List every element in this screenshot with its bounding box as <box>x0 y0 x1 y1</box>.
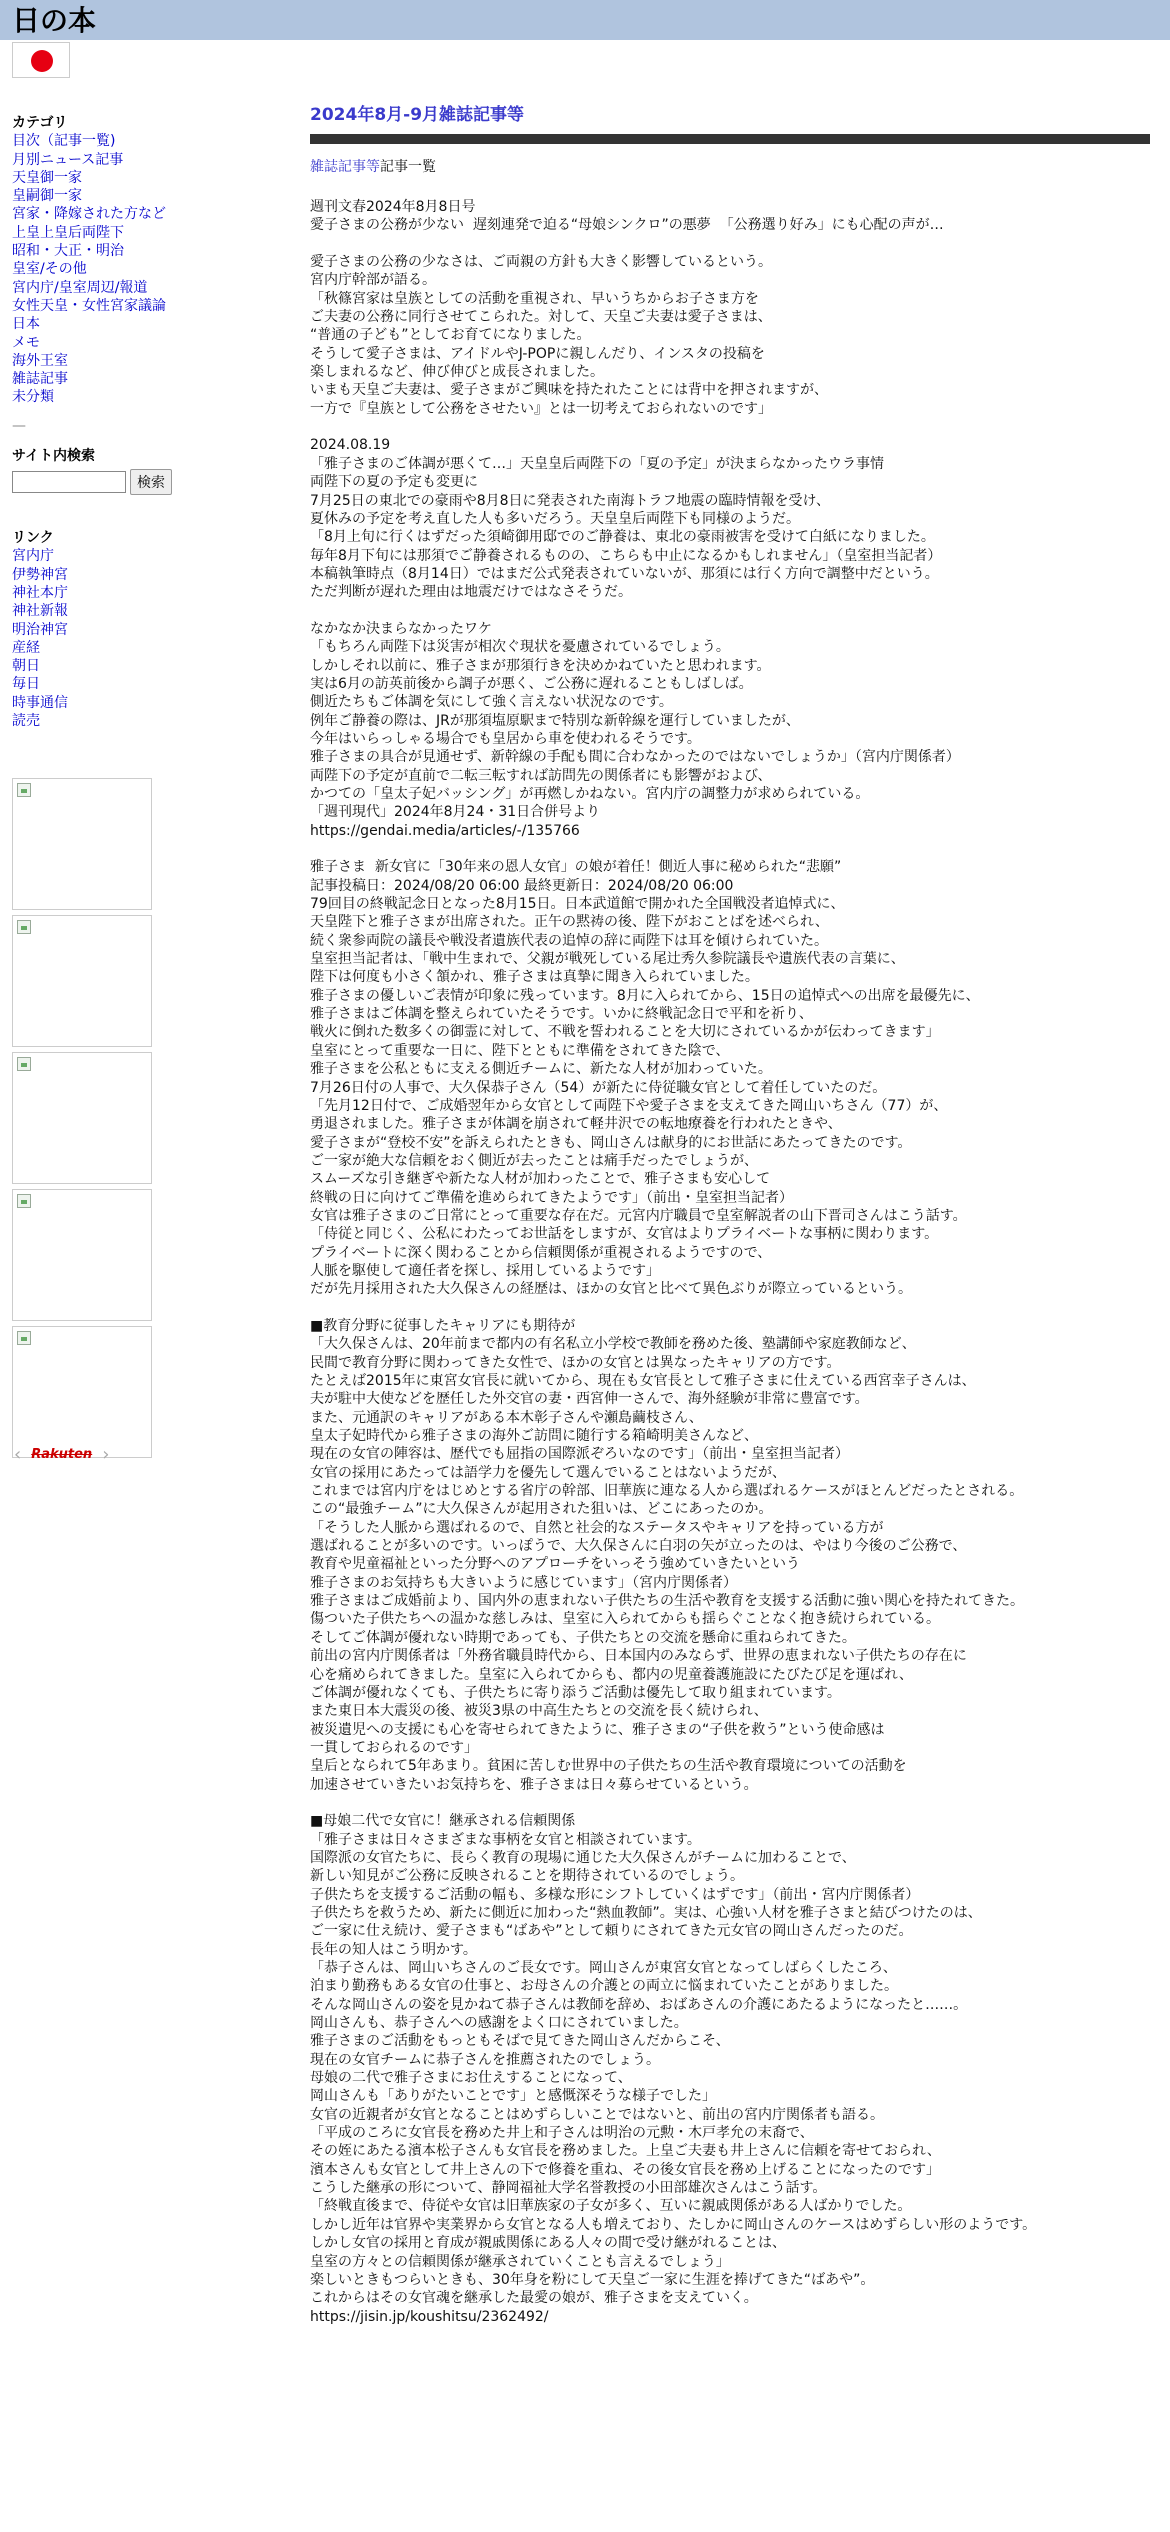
article-line: 「8月上旬に行くはずだった須崎御用邸でのご静養は、東北の豪雨被害を受けて白紙になりました。 <box>310 529 935 546</box>
article-line: かつての「皇太子妃バッシング」が再燃しかねない。宮内庁の調整力が求められている。 <box>310 786 870 802</box>
article-line: 側近たちもご体調を気にして強く言えない状況なのです。 <box>310 694 673 711</box>
article-line: 例年ご静養の際は、JRが那須塩原駅まで特別な新幹線を運行していましたが、 <box>310 712 800 729</box>
category-list <box>12 132 202 406</box>
article-line: いまも天皇ご夫妻は、愛子さまがご興味を持たれたことには背中を押されますが、 <box>310 382 828 399</box>
article-line: 選ばれることが多いのです。いっぽうで、大久保さんに白羽の矢が立ったのは、やはり今後のご公務で、 <box>310 1538 967 1555</box>
article-line: 夫が駐中大使などを歴任した外交官の妻・西宮伸一さんで、海外経験が非常に豊富です。 <box>310 1391 869 1408</box>
blank-line <box>310 840 1150 858</box>
article-line: 本稿執筆時点（8月14日）ではまだ公式発表されていないが、那須には行く方向で調整中だという。 <box>310 565 939 582</box>
article-line: 泊まり勤務もある女官の仕事と、お母さんの介護との両立に悩まれていたことがありました。 <box>310 1978 898 1995</box>
article-line: 戦火に倒れた数多くの御霊に対して、不戦を誓われることを大切にされているかが伝わってきます」 <box>310 1024 940 1041</box>
category-link-item[interactable]: 天皇御一家 <box>12 169 82 186</box>
article-line: 「雅子さまは日々さまざまな事柄を女官と相談されています。 <box>310 1831 701 1848</box>
category-link-item[interactable]: 雑誌記事 <box>12 371 68 388</box>
article-line: 雅子さまはご成婚前より、国内外の恵まれない子供たちの生活や教育を支援する活動に強い関心を持たれてきた。 <box>310 1593 1024 1610</box>
main-content <box>310 104 1150 2326</box>
japan-flag-icon <box>12 42 70 78</box>
broken-image-icon <box>17 920 31 934</box>
article-line: 夏休みの予定を考え直した人も多いだろう。天皇皇后両陛下も同様のようだ。 <box>310 510 800 527</box>
article-body <box>310 198 1150 2326</box>
category-link-item[interactable]: 皇嗣御一家 <box>12 188 82 205</box>
article-line: 子供たちを救うため、新たに側近に加わった“熱血教師”。実は、心強い人材を雅子さまと結びつけたのは、 <box>310 1904 982 1921</box>
article-line: 雅子さまを公私ともに支える側近チームに、新たな人材が加わっていた。 <box>310 1061 772 1078</box>
article-line: ただ判断が遅れた理由は地震だけではなさそうだ。 <box>310 584 632 601</box>
article-line: 今年はいらっしゃる場合でも皇居から車を使われるそうです。 <box>310 730 701 747</box>
category-link[interactable]: 雑誌記事等 <box>310 159 380 175</box>
article-line: なかなか決まらなかったワケ <box>310 620 492 637</box>
article-line: そんな岡山さんの姿を見かねて恭子さんは教師を辞め、おばあさんの介護にあたるようになったと……。 <box>310 1996 968 2013</box>
article-line: 人脈を駆使して適任者を探し、採用しているようです」 <box>310 1262 660 1279</box>
category-link-item[interactable]: 宮家・降嫁された方など <box>12 206 166 223</box>
article-line: 皇室担当記者は、「戦中生まれで、父親が戦死している尾辻秀久参院議長や遺族代表の言葉に、 <box>310 951 905 968</box>
broken-image-icon <box>17 1331 31 1345</box>
article-line: 「雅子さまのご体調が悪くて…」天皇皇后両陛下の「夏の予定」が決まらなかったウラ事情 <box>310 455 884 472</box>
external-link-item[interactable]: 神社本庁 <box>12 584 68 601</box>
category-link-item[interactable]: 日本 <box>12 316 40 333</box>
article-line: 皇太子妃時代から雅子さまの海外ご訪問に随行する箱崎明美さんなど、 <box>310 1428 758 1445</box>
title-divider <box>310 134 1150 144</box>
ad-carousel-nav <box>14 1443 174 1465</box>
article-line: 両陛下の夏の予定も変更に <box>310 474 478 491</box>
article-line: ■教育分野に従事したキャリアにも期待が <box>310 1317 576 1334</box>
external-link-item[interactable]: 朝日 <box>12 658 40 675</box>
article-line: 母娘の二代で雅子さまにお仕えすることになって、 <box>310 2070 632 2087</box>
sidebar-separator: — <box>12 417 26 434</box>
category-heading: カテゴリ <box>12 115 68 131</box>
article-line: https://jisin.jp/koushitsu/2362492/ <box>310 2308 549 2325</box>
article-line: 女官は雅子さまのご日常にとって重要な存在だ。元宮内庁職員で皇室解説者の山下晋司さんはこう話す。 <box>310 1207 967 1224</box>
category-link-item[interactable]: 目次（記事一覧) <box>12 133 116 150</box>
article-line: その姪にあたる濱本松子さんも女官長を務めました。上皇ご夫妻も井上さんに信頼を寄せておられ、 <box>310 2143 941 2160</box>
article-line: 週刊文春2024年8月8日号 <box>310 199 476 215</box>
external-link-item[interactable]: 神社新報 <box>12 603 68 620</box>
category-link-item[interactable]: メモ <box>12 334 40 351</box>
article-line: 宮内庁幹部が語る。 <box>310 272 436 289</box>
article-line: 記事投稿日：2024/08/20 06:00 最終更新日：2024/08/20 06:00 <box>310 877 734 894</box>
article-line: 濱本さんも女官として井上さんの下で修養を重ね、その後女官長を務め上げることになったのです」 <box>310 2161 940 2178</box>
external-link-item[interactable]: 産経 <box>12 639 40 656</box>
article-line: 一貫しておられるのです」 <box>310 1739 478 1756</box>
article-line: 女官の採用にあたっては語学力を優先して選んでいることはないようだが、 <box>310 1464 786 1481</box>
external-link-item[interactable]: 毎日 <box>12 676 40 693</box>
article-line: 79回目の終戦記念日となった8月15日。日本武道館で開かれた全国戦没者追悼式に、 <box>310 896 845 913</box>
article-line: たとえば2015年に東宮女官長に就いてから、現在も女官長として雅子さまに仕えている西宮幸子さんは、 <box>310 1373 976 1389</box>
article-line: ■母娘二代で女官に！継承される信頼関係 <box>310 1813 576 1830</box>
article-line: 「もちろん両陛下は災害が相次ぐ現状を憂慮されているでしょう。 <box>310 639 730 656</box>
article-line: 教育や児童福祉といった分野へのアプローチをいっそう強めていきたいという <box>310 1556 800 1573</box>
site-title[interactable]: 日の本 <box>12 4 97 37</box>
article-line: 雅子さまのご活動をもっともそばで見てきた岡山さんだからこそ、 <box>310 2033 730 2050</box>
article-line: ご一家に仕え続け、愛子さまも“ばあや”として頼りにされてきた元女官の岡山さんだったのだ。 <box>310 1923 913 1940</box>
article-line: 「平成のころに女官長を務めた井上和子さんは明治の元勲・木戸孝允の末裔で、 <box>310 2125 814 2142</box>
article-line: 傷ついた子供たちへの温かな慈しみは、皇室に入られてからも揺らぐことなく抱き続けられている。 <box>310 1611 940 1628</box>
external-link-item[interactable]: 宮内庁 <box>12 548 54 565</box>
ad-thumbnail[interactable] <box>12 915 152 1047</box>
article-line: この“最強チーム”に大久保さんが起用された狙いは、どこにあったのか。 <box>310 1501 773 1518</box>
article-line: 現在の女官の陣容は、歴代でも屈指の国際派ぞろいなのです」（前出・皇室担当記者） <box>310 1446 849 1463</box>
article-line: 岡山さんも、恭子さんへの感謝をよく口にされていました。 <box>310 2015 688 2032</box>
blank-line <box>310 602 1150 620</box>
search-form <box>12 469 202 495</box>
article-line: これまでは宮内庁をはじめとする省庁の幹部、旧華族に連なる人から選ばれるケースがほとんどだったとされる。 <box>310 1483 1024 1500</box>
blank-line <box>310 235 1150 253</box>
blank-line <box>310 1299 1150 1317</box>
article-line: これからはその女官魂を継承した最愛の娘が、雅子さまを支えていく。 <box>310 2290 758 2307</box>
article-line: 被災遺児への支援にも心を寄せられてきたように、雅子さまの“子供を救う”という使命感は <box>310 1721 885 1738</box>
ad-thumbnail[interactable] <box>12 1052 152 1184</box>
article-line: 長年の知人はこう明かす。 <box>310 1941 477 1958</box>
article-line: 子供たちを支援するご活動の幅も、多様な形にシフトしていくはずです」（前出・宮内庁関係者） <box>310 1886 920 1903</box>
article-line: しかしそれ以前に、雅子さまが那須行きを決めかねていたと思われます。 <box>310 657 771 674</box>
article-line: 民間で教育分野に関わってきた女性で、ほかの女官とは異なったキャリアの方です。 <box>310 1354 841 1371</box>
article-line: 一方で『皇族として公務をさせたい』とは一切考えておられないのです」 <box>310 400 772 417</box>
post-title[interactable]: 2024年8月-9月雑誌記事等 <box>310 105 525 125</box>
article-line: 雅子さまのお気持ちも大きいように感じています」（宮内庁関係者） <box>310 1574 737 1591</box>
links-heading: リンク <box>12 530 54 547</box>
article-line: 愛子さまが“登校不安”を訴えられたときも、岡山さんは献身的にお世話にあたってきたのです。 <box>310 1134 912 1151</box>
article-line: 「侍従と同じく、公私にわたってお世話をしますが、女官はよりプライベートな事柄に関わります。 <box>310 1226 939 1243</box>
article-line: 皇室の方々との信頼関係が継承されていくことも言えるでしょう」 <box>310 2253 730 2270</box>
article-line: 「恭子さんは、岡山いちさんのご長女です。岡山さんが東宮女官となってしばらくしたころ、 <box>310 1960 897 1976</box>
article-line: 雅子さまの具合が見通せず、新幹線の手配も間に合わなかったのではないでしょうか」（宮内庁関係者） <box>310 749 960 766</box>
article-line: 天皇陛下と雅子さまが出席された。正午の黙祷の後、陛下がおことばを述べられ、 <box>310 914 829 931</box>
search-button[interactable]: 検索 <box>130 469 172 495</box>
article-line: 雅子さまの優しいご表情が印象に残っています。8月に入られてから、15日の追悼式への出席を最優先に、 <box>310 987 980 1004</box>
article-line: また、元通訳のキャリアがある本木彰子さんや瀬島繭枝さん、 <box>310 1409 703 1426</box>
article-line: 雅子さま 新女官に「30年来の恩人女官」の娘が着任！側近人事に秘められた“悲願” <box>310 859 842 876</box>
article-line: 「そうした人脈から選ばれるので、自然と社会的なステータスやキャリアを持っている方が <box>310 1519 884 1536</box>
article-line: ご体調が優れなくても、子供たちに寄り添うご活動は優先して取り組まれています。 <box>310 1684 841 1701</box>
article-line: https://gendai.media/articles/-/135766 <box>310 822 580 839</box>
article-line: スムーズな引き継ぎや新たな人材が加わったことで、雅子さまも安心して <box>310 1171 771 1188</box>
blank-line <box>310 1794 1150 1812</box>
article-line: こうした継承の形について、静岡福祉大学名誉教授の小田部雄次さんはこう話す。 <box>310 2180 827 2197</box>
article-line: また東日本大震災の後、被災3県の中高生たちとの交流を長く続けられ、 <box>310 1703 768 1720</box>
article-line: ご一家が絶大な信頼をおく側近が去ったことは痛手だったでしょうが、 <box>310 1152 758 1169</box>
article-line: プライベートに深く関わることから信頼関係が重視されるようですので、 <box>310 1244 772 1261</box>
article-line: 7月26日付の人事で、大久保恭子さん（54）が新たに侍従職女官として着任していたのだ。 <box>310 1079 887 1096</box>
chevron-left-icon[interactable]: ‹ <box>14 1443 22 1465</box>
article-line: そしてご体調が優れない時期であっても、子供たちとの交流を懸命に重ねられてきた。 <box>310 1629 856 1646</box>
article-line: 雅子さまはご体調を整えられていたそうです。いかに終戦記念日で平和を祈り、 <box>310 1006 813 1023</box>
article-line: しかし近年は官界や実業界から女官となる人も増えており、たしかに岡山さんのケースはめずらしい形のようです。 <box>310 2216 1037 2233</box>
article-line: 陛下は何度も小さく頷かれ、雅子さまは真摯に聞き入られていました。 <box>310 969 759 986</box>
link-list <box>12 547 202 730</box>
article-line: 愛子さまの公務の少なさは、ご両親の方針も大きく影響しているという。 <box>310 254 772 271</box>
article-line: “普通の子ども”としてお育てになりました。 <box>310 327 591 344</box>
article-line: 2024.08.19 <box>310 437 391 454</box>
search-input[interactable] <box>12 471 126 493</box>
category-link-item[interactable]: 未分類 <box>12 389 54 406</box>
category-link-item[interactable]: 宮内庁/皇室周辺/報道 <box>12 279 148 296</box>
ad-thumbnail[interactable] <box>12 1189 152 1321</box>
external-link-item[interactable]: 明治神宮 <box>12 621 68 638</box>
article-line: 続く衆参両院の議長や戦没者遺族代表の追悼の辞に両陛下は耳を傾けられていた。 <box>310 932 828 949</box>
article-line: 両陛下の予定が直前で二転三転すれば訪問先の関係者にも影響がおよび、 <box>310 767 772 784</box>
article-line: 女官の近親者が女官となることはめずらしいことではないと、前出の宮内庁関係者も語る。 <box>310 2106 884 2123</box>
category-link-item[interactable]: 女性天皇・女性宮家議論 <box>12 297 166 314</box>
article-line: 皇室にとって重要な一日に、陛下とともに準備をされてきた陰で、 <box>310 1042 730 1059</box>
article-line: 楽しまれるなど、伸び伸びと成長されました。 <box>310 364 604 381</box>
article-line: しかし女官の採用と育成が親戚関係にある人々の間で受け継がれることは、 <box>310 2235 786 2252</box>
category-link-item[interactable]: 昭和・大正・明治 <box>12 243 124 260</box>
article-line: 「終戦直後まで、侍従や女官は旧華族家の子女が多く、互いに親戚関係がある人ばかりでした。 <box>310 2198 912 2215</box>
article-line: だが先月採用された大久保さんの経歴は、ほかの女官と比べて異色ぶりが際立っているという。 <box>310 1281 912 1298</box>
article-line: 加速させていきたいお気持ちを、雅子さまは日々募らせているという。 <box>310 1776 758 1793</box>
external-link-item[interactable]: 読売 <box>12 713 40 730</box>
category-suffix: 記事一覧 <box>380 159 436 175</box>
sidebar <box>12 114 202 730</box>
broken-image-icon <box>17 783 31 797</box>
category-link-item[interactable]: 海外王室 <box>12 352 68 369</box>
category-link-item[interactable]: 上皇上皇后両陛下 <box>12 224 124 241</box>
article-line: 「週刊現代」2024年8月24・31日合併号より <box>310 804 601 821</box>
article-line: 皇后となられて5年あまり。貧困に苦しむ世界中の子供たちの生活や教育環境についての活動を <box>310 1758 907 1775</box>
article-line: 国際派の女官たちに、長らく教育の現場に通じた大久保さんがチームに加わることで、 <box>310 1849 856 1866</box>
external-link-item[interactable]: 伊勢神宮 <box>12 566 68 583</box>
article-line: 心を痛められてきました。皇室に入られてからも、都内の児童養護施設にたびたび足を運ばれ、 <box>310 1666 913 1683</box>
chevron-right-icon[interactable]: › <box>102 1443 110 1465</box>
broken-image-icon <box>17 1194 31 1208</box>
category-line <box>310 158 1150 176</box>
article-line: 現在の女官チームに恭子さんを推薦されたのでしょう。 <box>310 2051 660 2068</box>
external-link-item[interactable]: 時事通信 <box>12 694 68 711</box>
blank-line <box>310 418 1150 436</box>
article-line: 毎年8月下旬には那須でご静養されるものの、こちらも中止になるかもしれません」（皇室担当記者） <box>310 547 942 564</box>
article-line: 「秋篠宮家は皇族としての活動を重視され、早いうちからお子さま方を <box>310 290 759 307</box>
article-line: 終戦の日に向けてご準備を進められてきたようです」（前出・皇室担当記者） <box>310 1189 793 1206</box>
article-line: 新しい知見がご公務に反映されることを期待されているのでしょう。 <box>310 1868 744 1885</box>
ad-thumbnail[interactable] <box>12 778 152 910</box>
article-line: 楽しいときもつらいときも、30年身を粉にして天皇ご一家に生涯を捧げてきた“ばあや”。 <box>310 2271 875 2288</box>
article-line: 岡山さんも「ありがたいことです」と感慨深そうな様子でした」 <box>310 2088 716 2105</box>
site-header <box>0 0 1170 40</box>
article-line: 勇退されました。雅子さまが体調を崩されて軽井沢での転地療養を行われたときや、 <box>310 1116 842 1133</box>
ad-thumbnail[interactable] <box>12 1326 152 1458</box>
article-line: 前出の宮内庁関係者は「外務省職員時代から、日本国内のみならず、世界の恵まれない子供たちの存在に <box>310 1648 967 1665</box>
article-line: ご夫妻の公務に同行させてこられた。対して、天皇ご夫妻は愛子さまは、 <box>310 309 772 326</box>
category-link-item[interactable]: 皇室/その他 <box>12 261 87 278</box>
search-heading: サイト内検索 <box>12 447 96 464</box>
article-line: 「先月12日付で、ご成婚翌年から女官として両陛下や愛子さまを支えてきた岡山いちさん（77）が、 <box>310 1097 948 1114</box>
article-line: 実は6月の訪英前後から調子が悪く、ご公務に遅れることもしばしば。 <box>310 675 753 692</box>
broken-image-icon <box>17 1057 31 1071</box>
article-line: 7月25日の東北での豪雨や8月8日に発表された南海トラフ地震の臨時情報を受け、 <box>310 492 830 509</box>
article-line: そうして愛子さまは、アイドルやJ-POPに親しんだり、インスタの投稿を <box>310 345 765 362</box>
category-link-item[interactable]: 月別ニュース記事 <box>12 151 124 168</box>
rakuten-logo[interactable]: Rakuten <box>31 1446 93 1462</box>
article-line: 愛子さまの公務が少ない 遅刻連発で迫る“母娘シンクロ”の悪夢 「公務選り好み」にも心配の声が… <box>310 217 944 234</box>
article-line: 「大久保さんは、20年前まで都内の有名私立小学校で教師を務めた後、塾講師や家庭教師など、 <box>310 1336 916 1353</box>
